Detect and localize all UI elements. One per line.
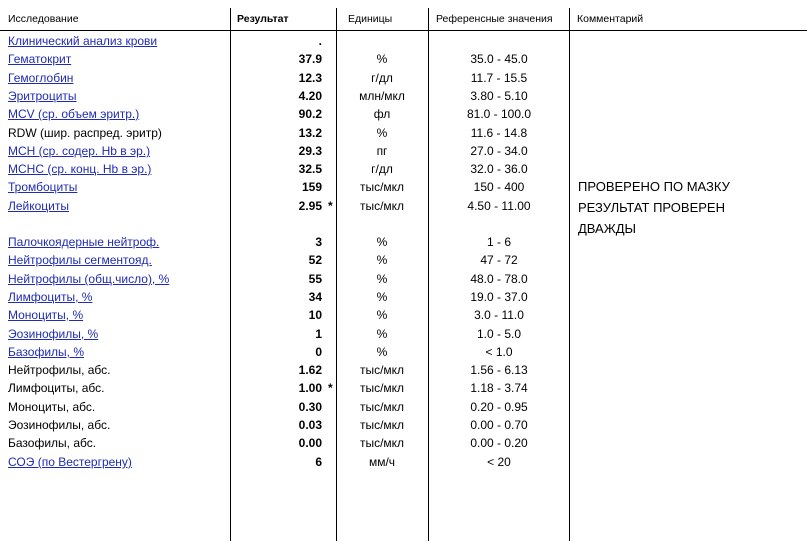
test-name-link[interactable]: Нейтрофилы (общ.число), %: [8, 272, 170, 286]
reference-range: 1 - 6: [486, 235, 511, 249]
result-value: 55: [308, 272, 322, 286]
result-value: 34: [308, 290, 322, 304]
unit-value: тыс/мкл: [359, 199, 405, 213]
unit-value: %: [376, 290, 388, 304]
test-name-link[interactable]: Лимфоциты, %: [8, 290, 93, 304]
table-row: [0, 306, 570, 324]
result-value: 29.3: [298, 144, 322, 158]
result-value: 0.03: [298, 418, 322, 432]
table-row: [0, 105, 570, 123]
unit-value: тыс/мкл: [359, 400, 405, 414]
result-value: 13.2: [298, 126, 322, 140]
reference-range: 1.56 - 6.13: [470, 363, 528, 377]
table-row: [0, 379, 570, 397]
test-name-link[interactable]: MCH (ср. содер. Hb в эр.): [8, 144, 151, 158]
unit-value: %: [376, 345, 388, 359]
unit-value: тыс/мкл: [359, 436, 405, 450]
test-name-link[interactable]: Базофилы, %: [8, 345, 84, 359]
reference-range: 0.20 - 0.95: [470, 400, 528, 414]
header-comment: Комментарий: [577, 13, 644, 25]
table-row: [0, 270, 570, 288]
reference-range: 0.00 - 0.70: [470, 418, 528, 432]
test-name-link[interactable]: Тромбоциты: [8, 180, 78, 194]
test-name-link[interactable]: Моноциты, %: [8, 308, 84, 322]
unit-value: фл: [373, 107, 391, 121]
result-value: 0: [315, 345, 322, 359]
header-reference: Референсные значения: [436, 13, 553, 25]
unit-value: млн/мкл: [359, 89, 405, 103]
table-row: [0, 124, 570, 142]
table-row: [0, 32, 570, 50]
table-row: [0, 343, 570, 361]
result-value: 1.00: [298, 381, 322, 395]
header-study: Исследование: [8, 13, 79, 25]
result-value: 4.20: [298, 89, 322, 103]
reference-range: 3.80 - 5.10: [470, 89, 528, 103]
abnormal-flag: *: [328, 381, 333, 395]
reference-range: 11.6 - 14.8: [470, 126, 528, 140]
reference-range: 81.0 - 100.0: [466, 107, 532, 121]
table-row: [0, 142, 570, 160]
reference-range: 1.18 - 3.74: [470, 381, 528, 395]
result-value: 159: [301, 180, 322, 194]
table-row: [0, 434, 570, 452]
reference-range: 27.0 - 34.0: [470, 144, 528, 158]
table-row: [0, 197, 570, 215]
reference-range: < 1.0: [485, 345, 513, 359]
result-value: 52: [308, 253, 322, 267]
result-value: 10: [308, 308, 322, 322]
unit-value: тыс/мкл: [359, 180, 405, 194]
test-name-link[interactable]: Лейкоциты: [8, 199, 70, 213]
reference-range: 3.0 - 11.0: [474, 308, 524, 322]
test-name-link[interactable]: MCHC (ср. конц. Hb в эр.): [8, 162, 152, 176]
result-value: 90.2: [298, 107, 322, 121]
table-row: [0, 288, 570, 306]
unit-value: %: [376, 126, 388, 140]
unit-value: %: [376, 308, 388, 322]
result-value: 37.9: [298, 52, 322, 66]
reference-range: 11.7 - 15.5: [470, 71, 528, 85]
table-row: [0, 69, 570, 87]
table-row: [0, 233, 570, 251]
table-row: [0, 50, 570, 68]
table-row: [0, 178, 570, 196]
result-value: 6: [315, 455, 322, 469]
table-row: [0, 87, 570, 105]
unit-value: пг: [376, 144, 388, 158]
test-name-link[interactable]: Клинический анализ крови: [8, 34, 158, 48]
comment-block: [578, 176, 730, 239]
result-value: 3: [315, 235, 322, 249]
test-name-link[interactable]: Нейтрофилы сегментояд.: [8, 253, 152, 267]
table-row: [0, 416, 570, 434]
test-name-link[interactable]: Палочкоядерные нейтроф.: [8, 235, 160, 249]
unit-value: %: [376, 235, 388, 249]
reference-range: 47 - 72: [480, 253, 518, 267]
header-units: Единицы: [348, 13, 393, 25]
unit-value: мм/ч: [368, 455, 396, 469]
unit-value: %: [376, 253, 388, 267]
table-row: [0, 398, 570, 416]
comment-line: РЕЗУЛЬТАТ ПРОВЕРЕН: [578, 200, 725, 215]
unit-value: %: [376, 327, 388, 341]
test-name: RDW (шир. распред. эритр): [8, 126, 162, 140]
table-row: [0, 453, 570, 471]
unit-value: г/дл: [371, 162, 393, 176]
unit-value: тыс/мкл: [359, 363, 405, 377]
result-value: .: [318, 34, 322, 48]
test-name: Лимфоциты, абс.: [8, 381, 105, 395]
test-name-link[interactable]: Эритроциты: [8, 89, 77, 103]
test-name-link[interactable]: Гемоглобин: [8, 71, 74, 85]
result-value: 12.3: [298, 71, 322, 85]
table-row: [0, 361, 570, 379]
unit-value: г/дл: [371, 71, 393, 85]
test-name-link[interactable]: MCV (ср. объем эритр.): [8, 107, 140, 121]
reference-range: 150 - 400: [473, 180, 525, 194]
test-name: Эозинофилы, абс.: [8, 418, 111, 432]
reference-range: 48.0 - 78.0: [470, 272, 528, 286]
reference-range: 4.50 - 11.00: [467, 199, 531, 213]
table-row: [0, 251, 570, 269]
abnormal-flag: *: [328, 199, 333, 213]
test-name: Моноциты, абс.: [8, 400, 96, 414]
reference-range: < 20: [487, 455, 511, 469]
unit-value: тыс/мкл: [359, 418, 405, 432]
header-divider: [0, 30, 807, 31]
reference-range: 19.0 - 37.0: [470, 290, 528, 304]
unit-value: %: [376, 52, 388, 66]
reference-range: 0.00 - 0.20: [470, 436, 528, 450]
result-value: 2.95: [298, 199, 322, 213]
result-value: 32.5: [298, 162, 322, 176]
test-name-link[interactable]: Гематокрит: [8, 52, 72, 66]
reference-range: 32.0 - 36.0: [470, 162, 528, 176]
comment-line: ПРОВЕРЕНО ПО МАЗКУ: [578, 179, 730, 194]
result-value: 1.62: [298, 363, 322, 377]
result-value: 0.00: [298, 436, 322, 450]
test-name-link[interactable]: СОЭ (по Вестергрену): [8, 455, 132, 469]
test-name: Базофилы, абс.: [8, 436, 97, 450]
test-name-link[interactable]: Эозинофилы, %: [8, 327, 99, 341]
unit-value: тыс/мкл: [359, 381, 405, 395]
reference-range: 1.0 - 5.0: [476, 327, 522, 341]
result-value: 1: [315, 327, 322, 341]
table-row: [0, 160, 570, 178]
unit-value: %: [376, 272, 388, 286]
test-name: Нейтрофилы, абс.: [8, 363, 111, 377]
comment-line: ДВАЖДЫ: [578, 221, 637, 236]
header-result: Результат: [237, 13, 289, 25]
result-value: 0.30: [298, 400, 322, 414]
reference-range: 35.0 - 45.0: [470, 52, 528, 66]
table-row: [0, 325, 570, 343]
